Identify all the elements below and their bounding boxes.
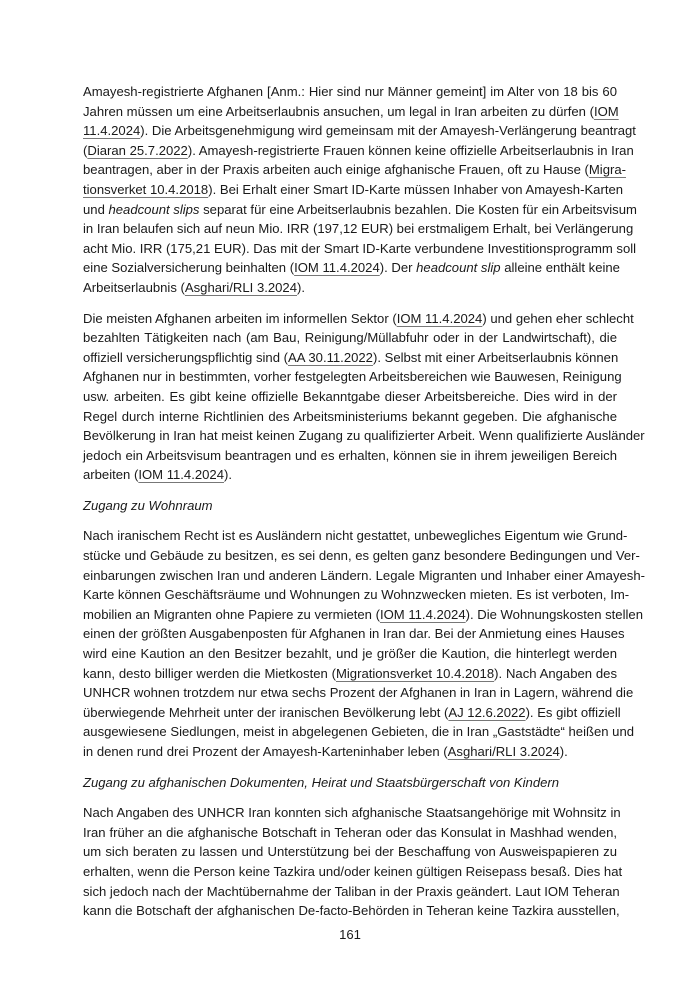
body-text: wird eine Kaution an den Besitzer bezahlt, und je größer die Kaution, die hinterlegt werden: [83, 646, 617, 662]
text-line: [83, 102, 617, 122]
text-line: [83, 180, 624, 200]
citation-link[interactable]: AA 30.11.2022: [288, 349, 373, 365]
citation-link[interactable]: IOM 11.4.2024: [294, 260, 380, 276]
citation-link[interactable]: Migra-: [588, 162, 626, 178]
text-line: [83, 367, 622, 387]
text-line: [83, 121, 636, 141]
body-text: Amayesh-registrierte Afghanen [Anm.: Hier sind nur Männer gemeint] im Alter von 18 bis 60: [83, 84, 617, 99]
text-line: [83, 842, 617, 862]
text-line: [83, 160, 626, 180]
citation-link[interactable]: 11.4.2024: [83, 123, 141, 139]
text-line: [83, 882, 620, 902]
body-text: einbarungen zwischen Iran und anderen Ländern. Legale Migranten und Inhaber einer Amayesh-: [83, 567, 645, 583]
citation-link[interactable]: Asghari/RLI 3.2024: [447, 744, 560, 759]
body-text: alleine enthält keine: [500, 260, 620, 276]
text-line: [83, 823, 617, 843]
text-line: [83, 141, 634, 161]
body-text: Jahren müssen um eine Arbeitserlaubnis ansuchen, um legal in Iran arbeiten zu dürfen (: [83, 103, 594, 119]
body-text: und: [83, 201, 109, 217]
body-text: Karte können Geschäftsräume und Wohnungen zu Wohnzwecken mieten. Es ist verboten, Im-: [83, 587, 630, 603]
text-line: [83, 200, 637, 220]
body-text: ) und gehen eher schlecht: [482, 310, 634, 326]
text-line: [83, 605, 643, 625]
text-line: [83, 683, 634, 703]
text-line: [83, 664, 617, 684]
body-text: ). Die Wohnungskosten stellen: [465, 606, 643, 622]
citation-link[interactable]: Diaran 25.7.2022: [87, 142, 188, 158]
section-heading: Zugang zu Wohnraum: [83, 497, 213, 513]
citation-link[interactable]: IOM: [593, 103, 619, 119]
citation-link[interactable]: IOM 11.4.2024: [396, 310, 483, 326]
text-line: [83, 239, 637, 259]
text-line: [83, 82, 617, 102]
text-line: [83, 862, 623, 882]
body-text: sich jedoch nach der Machtübernahme der Taliban in der Praxis geändert. Laut IOM Teheran: [83, 883, 620, 899]
paragraph: [83, 309, 645, 485]
body-text: acht Mio. IRR (175,21 EUR). Das mit der Smart ID-Karte verbundene Investitionsprogramm soll: [83, 240, 637, 256]
citation-link[interactable]: tionsverket 10.4.2018: [83, 181, 209, 197]
text-line: [83, 407, 617, 427]
text-line: [83, 328, 617, 348]
text-line: [83, 426, 645, 446]
text-line: [83, 258, 620, 278]
body-text: bezahlten Tätigkeiten nach (am Bau, Reinigung/Müllabfuhr oder in der Landwirtschaft), die: [83, 330, 617, 346]
citation-link[interactable]: Migrationsverket 10.4.2018: [335, 665, 495, 681]
body-text: ).: [559, 744, 568, 759]
body-text: usw. arbeiten. Es gibt keine offizielle Bekanntgabe dieser Arbeitsbereiche. Dies wird in der: [83, 388, 617, 404]
text-line: [83, 446, 617, 466]
paragraph: [83, 526, 645, 761]
text-line: [83, 901, 620, 921]
text-line: [83, 585, 630, 605]
body-text: offiziell versicherungspflichtig sind (: [83, 349, 288, 365]
text-line: [83, 219, 634, 239]
body-text: einen der größten Ausgabenposten für Afghanen in Iran dar. Bei der Anmietung eines Hauses: [83, 626, 625, 642]
text-line: [83, 803, 621, 823]
text-line: [83, 278, 617, 298]
body-text: (: [83, 142, 88, 158]
body-text: ). Nach Angaben des: [494, 665, 617, 681]
text-line: [83, 465, 617, 485]
body-text: Nach Angaben des UNHCR Iran konnten sich afghanische Staatsangehörige mit Wohnsitz in: [83, 805, 621, 821]
document-body: [83, 82, 645, 932]
text-line: [83, 526, 628, 546]
paragraph: [83, 82, 637, 298]
body-text: arbeiten (: [83, 467, 139, 483]
citation-link[interactable]: IOM 11.4.2024: [138, 467, 224, 483]
body-text: Die meisten Afghanen arbeiten im informellen Sektor (: [83, 310, 397, 326]
citation-link[interactable]: AJ 12.6.2022: [448, 704, 526, 720]
citation-link[interactable]: Asghari/RLI 3.2024: [184, 279, 297, 295]
body-text: UNHCR wohnen trotzdem nur etwa sechs Prozent der Afghanen in Iran in Lagern, während die: [83, 685, 634, 701]
paragraph: [83, 803, 623, 921]
body-text: ). Amayesh-registrierte Frauen können keine offizielle Arbeitserlaubnis in Iran: [187, 142, 634, 158]
text-line: [83, 722, 635, 742]
citation-link[interactable]: IOM 11.4.2024: [379, 606, 466, 622]
body-text: in denen rund drei Prozent der Amayesh-Karteninhaber leben (: [83, 744, 448, 759]
body-text: ). Der: [379, 260, 417, 276]
body-text: stücke und Gebäude zu besitzen, es sei denn, es gelten ganz besondere Bedingungen und Ver-: [83, 548, 640, 564]
text-line: [83, 703, 621, 723]
body-text: ). Es gibt offiziell: [525, 704, 621, 720]
text-line: [83, 624, 625, 644]
body-text: ).: [297, 279, 305, 295]
emphasized-text: headcount slips: [108, 201, 200, 217]
text-line: [83, 546, 640, 566]
body-text: Afghanen nur in bestimmten, vorher festgelegten Arbeitsbereichen wie Bauwesen, Reinigung: [83, 369, 622, 385]
page-number: 161: [339, 927, 361, 942]
body-text: Arbeitserlaubnis (: [83, 279, 185, 295]
body-text: jedoch ein Arbeitsvisum beantragen und es erhalten, können sie in ihrem jeweiligen Bereich: [83, 447, 617, 463]
body-text: ).: [223, 467, 232, 483]
body-text: ). Bei Erhalt einer Smart ID-Karte müssen Inhaber von Amayesh-Karten: [208, 181, 624, 197]
text-line: [83, 566, 645, 586]
body-text: eine Sozialversicherung beinhalten (: [83, 260, 295, 276]
body-text: Iran früher an die afghanische Botschaft in Teheran oder das Konsulat in Mashhad wenden,: [83, 824, 617, 840]
body-text: erhalten, wenn die Person keine Tazkira und/oder keinen gültigen Reisepass besaß. Dies hat: [83, 863, 623, 879]
body-text: ). Die Arbeitsgenehmigung wird gemeinsam mit der Amayesh-Verlängerung beantragt: [140, 123, 636, 139]
emphasized-text: headcount slip: [416, 260, 501, 276]
body-text: Nach iranischem Recht ist es Ausländern nicht gestattet, unbewegliches Eigentum wie Grund-: [83, 528, 628, 544]
section-heading: Zugang zu afghanischen Dokumenten, Heirat und Staatsbürgerschaft von Kindern: [83, 774, 560, 790]
body-text: Bevölkerung in Iran hat meist keinen Zugang zu qualifizierter Arbeit. Wenn qualifizierte Ausländer: [83, 428, 645, 444]
body-text: um sich beraten zu lassen und Unterstützung bei der Beschaffung von Ausweispapieren zu: [83, 844, 617, 860]
body-text: kann, desto billiger werden die Mietkosten (: [83, 665, 336, 681]
text-line: [83, 644, 617, 664]
body-text: Regel durch interne Richtlinien des Arbeitsministeriums bekannt gegeben. Die afghanische: [83, 408, 617, 424]
body-text: mobilien an Migranten ohne Papiere zu vermieten (: [83, 606, 380, 622]
body-text: ausgewiesene Siedlungen, meist in abgelegenen Gebieten, die in Iran „Gaststädte“ heißen und: [83, 724, 635, 740]
text-line: [83, 348, 617, 368]
body-text: kann die Botschaft der afghanischen De-facto-Behörden in Teheran keine Tazkira ausstellen,: [83, 903, 620, 919]
body-text: separat für eine Arbeitserlaubnis bezahlen. Die Kosten für ein Arbeitsvisum: [199, 201, 637, 217]
body-text: in Iran belaufen sich auf neun Mio. IRR (197,12 EUR) bei erstmaligem Erhalt, bei Verlängerung: [83, 221, 634, 237]
body-text: überwiegende Mehrheit unter der iranischen Bevölkerung lebt (: [83, 704, 449, 720]
text-line: [83, 742, 617, 762]
body-text: beantragen, aber in der Praxis arbeiten auch einige afghanische Frauen, oft zu Hause (: [83, 162, 589, 178]
text-line: [83, 387, 617, 407]
body-text: ). Selbst mit einer Arbeitserlaubnis können: [372, 349, 619, 365]
text-line: [83, 309, 634, 329]
